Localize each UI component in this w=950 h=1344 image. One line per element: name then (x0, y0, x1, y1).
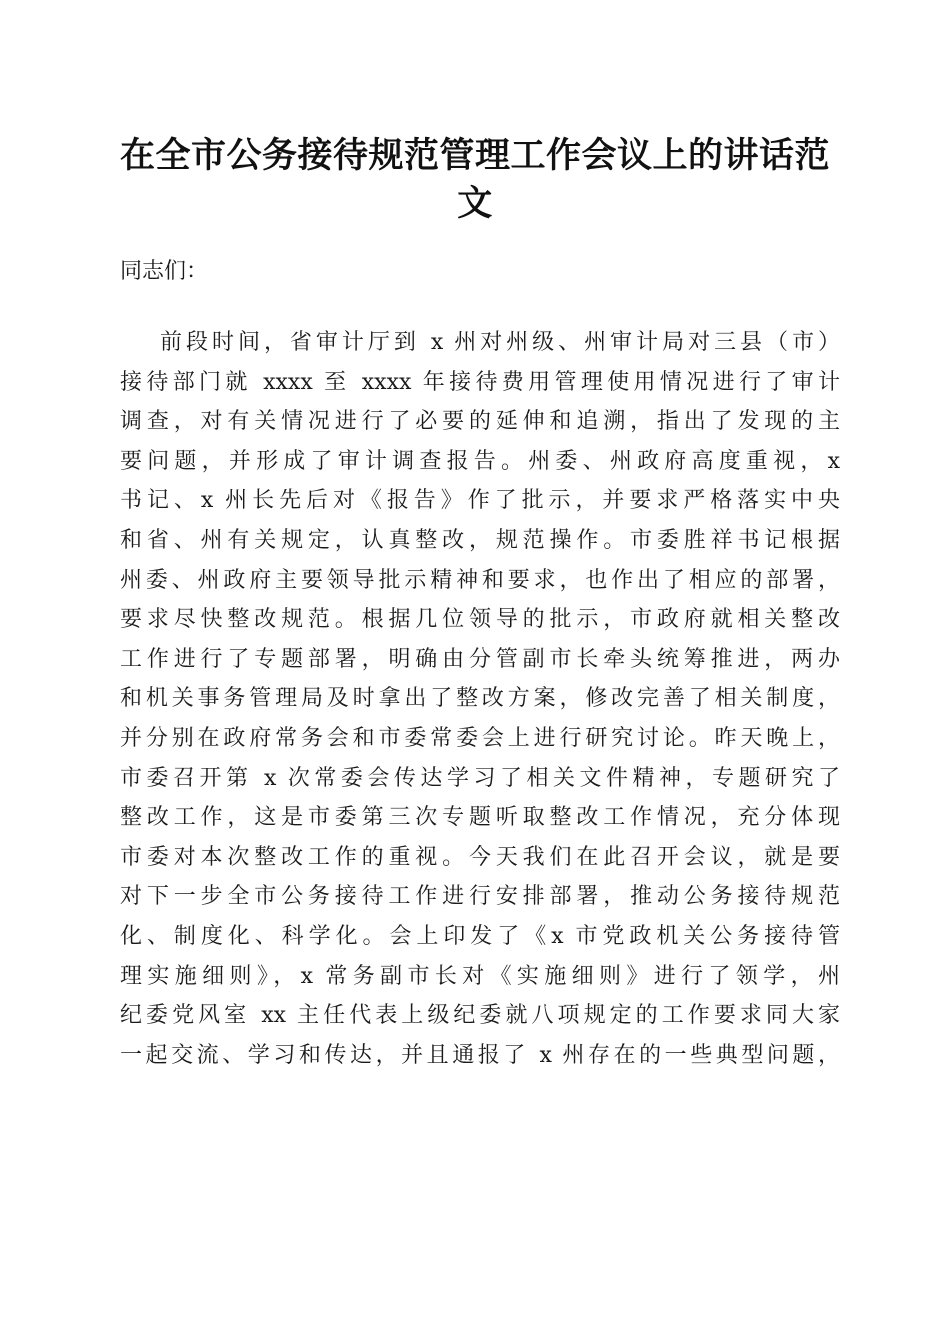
paragraph-line: 理实施细则》，x 常务副市长对《实施细则》进行了领学，州 (120, 963, 840, 989)
paragraph-line: 并分别在政府常务会和市委常委会上进行研究讨论。昨天晚上， (120, 725, 840, 751)
paragraph-line: 纪委党风室 xx 主任代表上级纪委就八项规定的工作要求同大家 (120, 1003, 840, 1029)
paragraph-line: 市委召开第 x 次常委会传达学习了相关文件精神，专题研究了 (120, 765, 840, 791)
document-title: 在全市公务接待规范管理工作会议上的讲话范文 (119, 135, 830, 224)
paragraph-line: 和机关事务管理局及时拿出了整改方案，修改完善了相关制度， (120, 686, 840, 712)
paragraph-line: 化、制度化、科学化。会上印发了《x 市党政机关公务接待管 (120, 923, 840, 949)
salutation: 同志们： (120, 259, 209, 284)
paragraph-line: 前段时间，省审计厅到 x 州对州级、州审计局对三县（市） (160, 330, 840, 355)
paragraph-line: 一起交流、学习和传达，并且通报了 x 州存在的一些典型问题， (120, 1042, 840, 1068)
paragraph-line: 调查，对有关情况进行了必要的延伸和追溯，指出了发现的主 (120, 409, 840, 435)
body-paragraph (120, 323, 840, 1075)
paragraph-line: 要求尽快整改规范。根据几位领导的批示，市政府就相关整改 (120, 607, 840, 633)
paragraph-line: 整改工作，这是市委第三次专题听取整改工作情况，充分体现 (120, 805, 840, 831)
paragraph-line: 接待部门就 xxxx 至 xxxx 年接待费用管理使用情况进行了审计 (120, 369, 840, 395)
paragraph-line: 工作进行了专题部署，明确由分管副市长牵头统筹推进，两办 (120, 646, 840, 672)
paragraph-line: 要问题，并形成了审计调查报告。州委、州政府高度重视，x (120, 448, 840, 474)
paragraph-line: 对下一步全市公务接待工作进行安排部署，推动公务接待规范 (120, 884, 840, 910)
paragraph-line: 州委、州政府主要领导批示精神和要求，也作出了相应的部署， (120, 567, 840, 593)
paragraph-line: 和省、州有关规定，认真整改，规范操作。市委胜祥书记根据 (120, 527, 840, 553)
paragraph-line: 市委对本次整改工作的重视。今天我们在此召开会议，就是要 (120, 844, 840, 870)
paragraph-line: 书记、x 州长先后对《报告》作了批示，并要求严格落实中央 (120, 488, 840, 514)
